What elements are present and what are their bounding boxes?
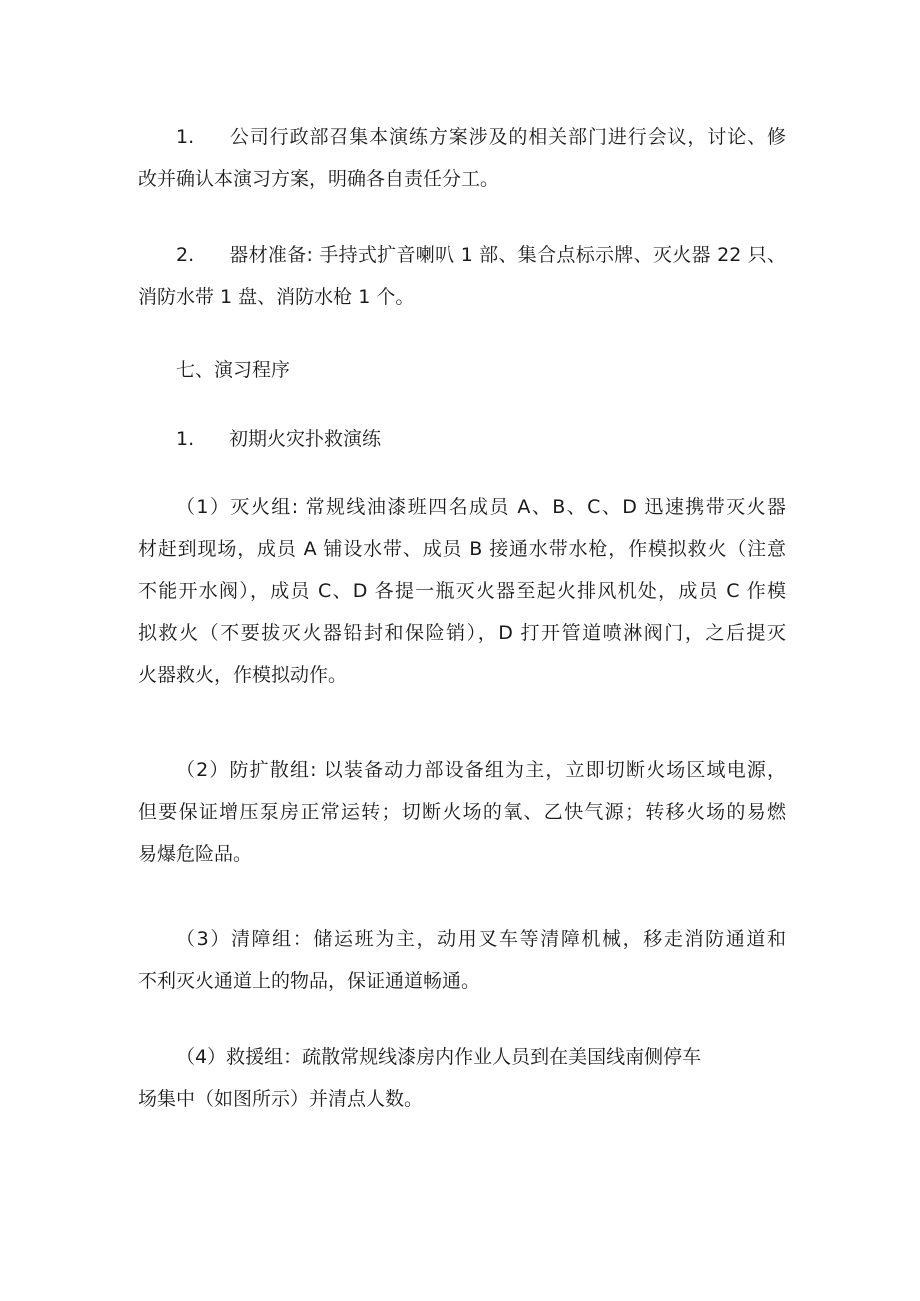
paragraph-5-line-3: 易爆危险品。 bbox=[138, 843, 253, 865]
paragraph-4-line-5: 火器救火，作模拟动作。 bbox=[138, 664, 348, 686]
paragraph-5-line-1: （2）防扩散组: 以装备动力部设备组为主，立即切断火场区域电源， bbox=[176, 759, 786, 781]
paragraph-4-line-3: 不能开水阀），成员 C、D 各提一瓶灭火器至起火排风机处，成员 C 作模 bbox=[138, 580, 786, 602]
paragraph-4-line-2: 材赶到现场，成员 A 铺设水带、成员 B 接通水带水枪，作模拟救火（注意 bbox=[138, 538, 786, 560]
paragraph-2 bbox=[138, 234, 786, 318]
paragraph-1 bbox=[138, 116, 786, 200]
paragraph-6-line-1: （3）清障组：储运班为主，动用叉车等清障机械，移走消防通道和 bbox=[176, 928, 786, 950]
paragraph-6-line-2: 不利灭火通道上的物品，保证通道畅通。 bbox=[138, 970, 481, 992]
list-number: 2. bbox=[176, 244, 195, 266]
paragraph-7-line-1: （4）救援组：疏散常规线漆房内作业人员到在美国线南侧停车 bbox=[176, 1046, 702, 1068]
paragraph-2-line-1: 2. 器材准备: 手持式扩音喇叭 1 部、集合点标示牌、灭火器 22 只、 bbox=[138, 234, 786, 276]
paragraph-4-line-4: 拟救火（不要拔灭火器铅封和保险销），D 打开管道喷淋阀门，之后提灭 bbox=[138, 622, 786, 644]
paragraph-5-line-2: 但要保证增压泵房正常运转；切断火场的氧、乙快气源；转移火场的易燃 bbox=[138, 801, 786, 823]
list-number: 1. bbox=[176, 428, 195, 450]
section-heading: 七、演习程序 bbox=[176, 359, 291, 381]
paragraph-5 bbox=[138, 749, 786, 875]
paragraph-6 bbox=[138, 918, 786, 1002]
paragraph-2-line-2: 消防水带 1 盘、消防水枪 1 个。 bbox=[138, 286, 415, 308]
paragraph-7-line-2: 场集中（如图所示）并清点人数。 bbox=[138, 1088, 424, 1110]
subsection-heading: 1. 初期火灾扑救演练 bbox=[176, 418, 381, 460]
paragraph-1-line-2: 改并确认本演习方案，明确各自责任分工。 bbox=[138, 168, 500, 190]
list-number: 1. bbox=[176, 126, 195, 148]
paragraph-1-line-1: 1. 公司行政部召集本演练方案涉及的相关部门进行会议，讨论、修 bbox=[138, 116, 786, 158]
paragraph-7 bbox=[138, 1036, 758, 1120]
paragraph-4-line-1: （1）灭火组: 常规线油漆班四名成员 A、B、C、D 迅速携带灭火器 bbox=[176, 496, 786, 518]
paragraph-4 bbox=[138, 486, 786, 696]
